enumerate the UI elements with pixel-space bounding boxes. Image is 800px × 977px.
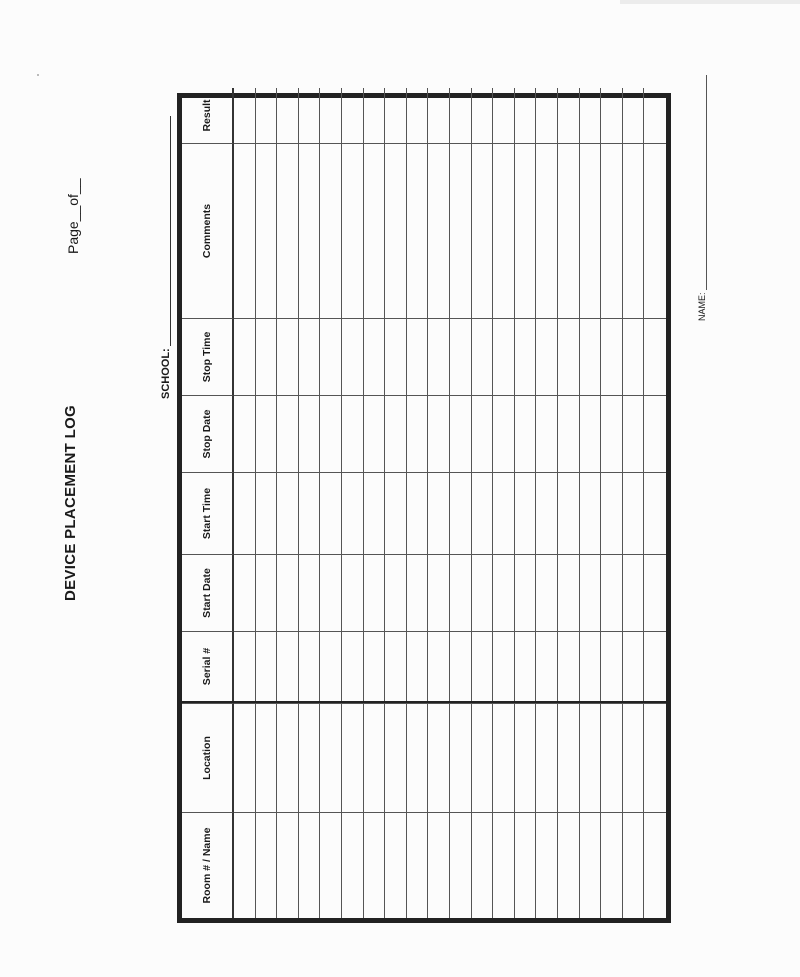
column-header-comments: Comments [182,143,234,318]
table-cell[interactable] [234,472,256,554]
school-field [160,116,172,399]
table-cell[interactable] [601,703,623,812]
table-cell[interactable] [256,88,278,143]
table-cell[interactable] [558,472,580,554]
table-cell[interactable] [515,812,537,918]
table-cell[interactable] [342,703,364,812]
table-cell[interactable] [450,703,472,812]
table-cell[interactable] [601,812,623,918]
table-cell[interactable] [536,318,558,395]
table-cell[interactable] [623,472,645,554]
name-label: NAME: [697,292,707,321]
table-cell[interactable] [428,395,450,472]
table-cell[interactable] [644,703,666,812]
table-cell[interactable] [407,318,429,395]
table-cell[interactable] [493,88,515,143]
table-cell[interactable] [580,631,602,701]
table-cell[interactable] [493,395,515,472]
table-cell[interactable] [407,631,429,701]
table-cell[interactable] [601,631,623,701]
table-cell[interactable] [536,812,558,918]
table-cell[interactable] [515,88,537,143]
table-cell[interactable] [299,143,321,318]
table-cell[interactable] [493,554,515,631]
column-header-start-time: Start Time [182,472,234,554]
table-cell[interactable] [558,395,580,472]
table-cell[interactable] [385,703,407,812]
name-blank-line[interactable] [706,75,707,290]
table-cell[interactable] [320,472,342,554]
table-cell[interactable] [472,88,494,143]
column-header-location: Location [182,703,234,812]
table-cell[interactable] [536,88,558,143]
table-cell[interactable] [536,631,558,701]
table-cell[interactable] [364,554,386,631]
table-cell[interactable] [580,318,602,395]
table-cell[interactable] [601,143,623,318]
table-cell[interactable] [515,703,537,812]
table-cell[interactable] [623,318,645,395]
table-cell[interactable] [277,554,299,631]
table-cell[interactable] [234,143,256,318]
table-cell[interactable] [558,88,580,143]
table-cell[interactable] [407,554,429,631]
name-field [697,75,707,321]
table-cell[interactable] [320,318,342,395]
table-cell[interactable] [644,88,666,143]
table-cell[interactable] [450,472,472,554]
table-cell[interactable] [580,472,602,554]
table-cell[interactable] [623,143,645,318]
table-cell[interactable] [256,554,278,631]
table-cell[interactable] [342,812,364,918]
table-cell[interactable] [450,143,472,318]
table-cell[interactable] [256,143,278,318]
table-cell[interactable] [601,554,623,631]
table-cell[interactable] [558,812,580,918]
table-cell[interactable] [428,703,450,812]
table-cell[interactable] [364,812,386,918]
table-cell[interactable] [644,631,666,701]
table-cell[interactable] [234,703,256,812]
table-cell[interactable] [299,472,321,554]
table-cell[interactable] [407,88,429,143]
table-cell[interactable] [234,631,256,701]
table-cell[interactable] [320,812,342,918]
table-cell[interactable] [320,703,342,812]
table-cell[interactable] [299,631,321,701]
table-cell[interactable] [385,812,407,918]
column-header-start-date: Start Date [182,554,234,631]
table-cell[interactable] [623,554,645,631]
table-cell[interactable] [428,143,450,318]
table-cell[interactable] [320,88,342,143]
table-cell[interactable] [644,143,666,318]
table-cell[interactable] [364,472,386,554]
table-cell[interactable] [320,554,342,631]
table-cell[interactable] [385,631,407,701]
table-cell[interactable] [277,703,299,812]
column-header-room-name: Room # / Name [182,812,234,918]
table-cell[interactable] [472,472,494,554]
column-header-result: Result [182,88,234,143]
table-cell[interactable] [320,631,342,701]
table-cell[interactable] [601,472,623,554]
table-cell[interactable] [234,318,256,395]
table-cell[interactable] [385,143,407,318]
table-cell[interactable] [601,318,623,395]
table-cell[interactable] [644,318,666,395]
table-cell[interactable] [277,143,299,318]
table-cell[interactable] [493,812,515,918]
table-cell[interactable] [256,703,278,812]
table-cell[interactable] [623,631,645,701]
table-cell[interactable] [558,318,580,395]
page-title: DEVICE PLACEMENT LOG [62,404,79,601]
table-cell[interactable] [428,812,450,918]
table-cell[interactable] [580,143,602,318]
table-cell[interactable] [277,472,299,554]
table-cell[interactable] [558,703,580,812]
table-cell[interactable] [580,88,602,143]
table-cell[interactable] [536,703,558,812]
table-cell[interactable] [601,88,623,143]
table-cell[interactable] [234,554,256,631]
table-cell[interactable] [428,318,450,395]
table-cell[interactable] [580,703,602,812]
table-cell[interactable] [407,812,429,918]
column-header-stop-date: Stop Date [182,395,234,472]
table-cell[interactable] [320,143,342,318]
table-cell[interactable] [472,318,494,395]
table-cell[interactable] [493,318,515,395]
table-cell[interactable] [234,812,256,918]
table-cell[interactable] [342,395,364,472]
table-cell[interactable] [342,554,364,631]
table-cell[interactable] [385,395,407,472]
table-cell[interactable] [536,554,558,631]
table-cell[interactable] [472,554,494,631]
table-cell[interactable] [364,143,386,318]
table-cell[interactable] [428,472,450,554]
table-cell[interactable] [515,318,537,395]
table-cell[interactable] [277,395,299,472]
table-cell[interactable] [385,554,407,631]
table-cell[interactable] [450,631,472,701]
table-cell[interactable] [385,472,407,554]
table-cell[interactable] [407,472,429,554]
column-header-stop-time: Stop Time [182,318,234,395]
table-cell[interactable] [299,395,321,472]
table-cell[interactable] [364,318,386,395]
table-cell[interactable] [493,143,515,318]
table-cell[interactable] [644,554,666,631]
table-cell[interactable] [515,143,537,318]
table-cell[interactable] [450,554,472,631]
school-label: SCHOOL: [160,348,172,399]
table-cell[interactable] [342,88,364,143]
column-header-serial: Serial # [182,631,234,701]
table-cell[interactable] [493,631,515,701]
table-cell[interactable] [234,88,256,143]
table-cell[interactable] [364,703,386,812]
table-cell[interactable] [623,703,645,812]
table-cell[interactable] [580,812,602,918]
table-cell[interactable] [472,812,494,918]
table-cell[interactable] [558,631,580,701]
table-cell[interactable] [277,88,299,143]
table-cell[interactable] [472,143,494,318]
table-cell[interactable] [256,395,278,472]
table-cell[interactable] [299,554,321,631]
table-cell[interactable] [536,395,558,472]
table-cell[interactable] [256,631,278,701]
table-cell[interactable] [558,554,580,631]
table-cell[interactable] [385,88,407,143]
table-cell[interactable] [644,395,666,472]
table-cell[interactable] [407,395,429,472]
table-cell[interactable] [385,318,407,395]
table-cell[interactable] [558,143,580,318]
table-cell[interactable] [299,703,321,812]
table-cell[interactable] [644,472,666,554]
table-cell[interactable] [342,143,364,318]
placement-log-table [177,93,671,923]
table-cell[interactable] [277,812,299,918]
table-cell[interactable] [515,554,537,631]
table-cell[interactable] [623,812,645,918]
table-cell[interactable] [623,88,645,143]
school-blank-line[interactable] [170,116,171,346]
table-cell[interactable] [428,631,450,701]
table-cell[interactable] [299,318,321,395]
table-cell[interactable] [299,88,321,143]
table-cell[interactable] [256,812,278,918]
table-cell[interactable] [644,812,666,918]
table-cell[interactable] [256,472,278,554]
table-cell[interactable] [493,472,515,554]
table-cell[interactable] [364,395,386,472]
table-cell[interactable] [580,395,602,472]
table-cell[interactable] [342,472,364,554]
table-cell[interactable] [234,395,256,472]
table-cell[interactable] [299,812,321,918]
table-cell[interactable] [407,703,429,812]
table-cell[interactable] [364,88,386,143]
table-cell[interactable] [515,631,537,701]
table-cell[interactable] [277,631,299,701]
table-cell[interactable] [450,318,472,395]
table-cell[interactable] [428,88,450,143]
table-cell[interactable] [623,395,645,472]
table-cell[interactable] [320,395,342,472]
table-cell[interactable] [342,318,364,395]
table-cell[interactable] [450,395,472,472]
table-cell[interactable] [450,88,472,143]
table-cell[interactable] [515,472,537,554]
table-cell[interactable] [256,318,278,395]
table-cell[interactable] [515,395,537,472]
table-cell[interactable] [601,395,623,472]
table-cell[interactable] [536,472,558,554]
table-cell[interactable] [428,554,450,631]
table-cell[interactable] [364,631,386,701]
table-cell[interactable] [536,143,558,318]
table-cell[interactable] [342,631,364,701]
table-cell[interactable] [580,554,602,631]
table-cell[interactable] [277,318,299,395]
table-cell[interactable] [472,703,494,812]
table-cell[interactable] [450,812,472,918]
table-cell[interactable] [407,143,429,318]
table-cell[interactable] [472,395,494,472]
table-cell[interactable] [493,703,515,812]
table-cell[interactable] [472,631,494,701]
page-number-field: Page__of__ [65,178,81,254]
